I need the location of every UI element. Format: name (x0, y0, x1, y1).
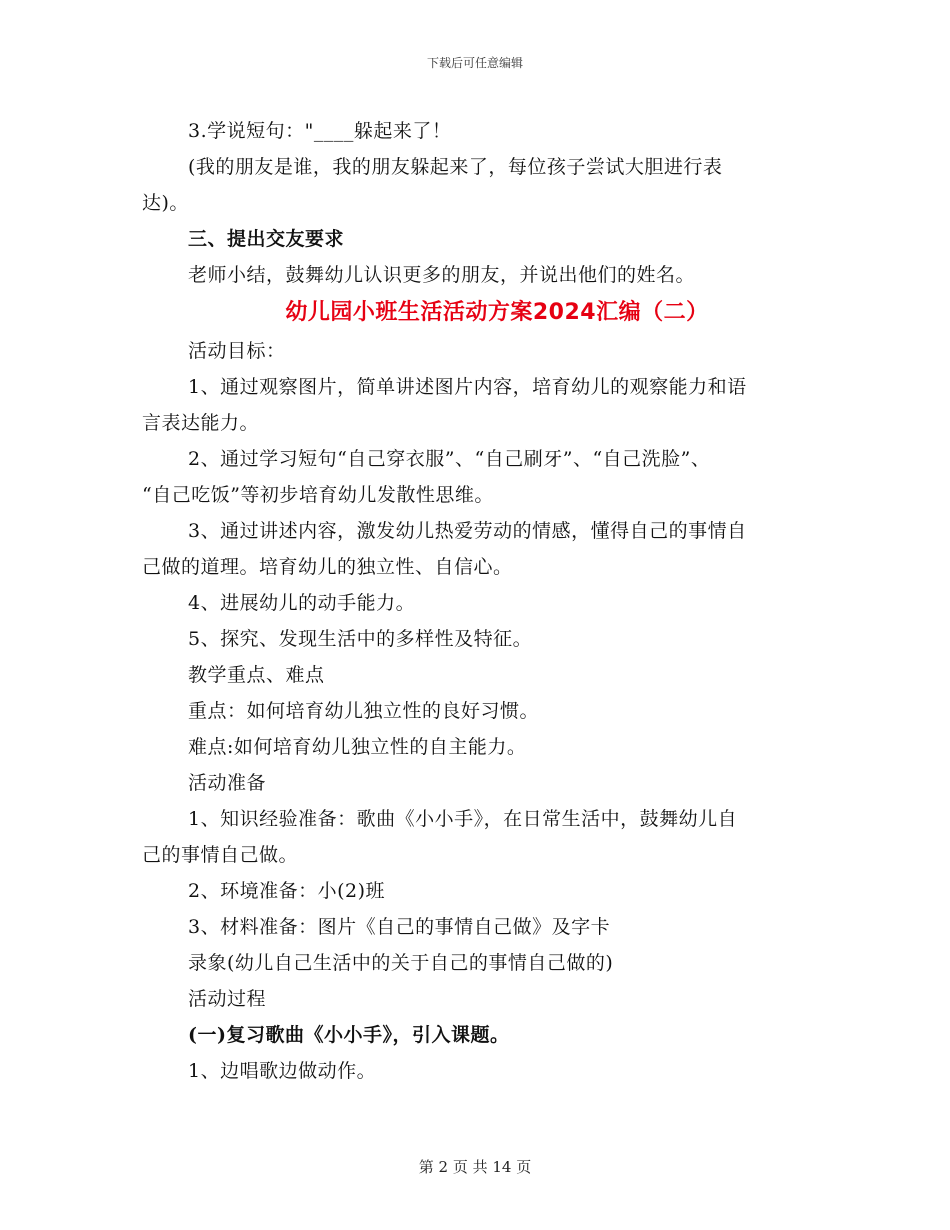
text-line: 1、边唱歌边做动作。 (188, 1060, 377, 1082)
text-line: 己做的道理。培育幼儿的独立性、自信心。 (142, 556, 513, 578)
text-line: 达)。 (142, 192, 189, 214)
text-line: 1、通过观察图片，简单讲述图片内容，培育幼儿的观察能力和语 (188, 376, 747, 398)
text-line: 活动过程 (188, 988, 267, 1010)
page-footer: 第 2 页 共 14 页 (418, 1158, 532, 1176)
heading-line: 三、提出交友要求 (188, 228, 345, 250)
text-line: 难点:如何培育幼儿独立性的自主能力。 (188, 736, 527, 758)
text-line: 3、通过讲述内容，激发幼儿热爱劳动的情感，懂得自己的事情自 (188, 520, 747, 542)
text-line: 1、知识经验准备：歌曲《小小手》，在日常生活中，鼓舞幼儿自 (188, 808, 738, 830)
text-line: 2、通过学习短句“自己穿衣服”、“自己刷牙”、“自己洗脸”、 (188, 448, 711, 470)
text-line: (我的朋友是谁，我的朋友躲起来了，每位孩子尝试大胆进行表 (188, 156, 723, 178)
text-line: 3.学说短句："____躲起来了！ (188, 120, 452, 142)
text-line: 3、材料准备：图片《自己的事情自己做》及字卡 (188, 916, 611, 938)
text-line: 2、环境准备：小(2)班 (188, 880, 386, 902)
text-line: 己的事情自己做。 (142, 844, 299, 866)
text-line: 重点：如何培育幼儿独立性的良好习惯。 (188, 700, 540, 722)
text-line: 言表达能力。 (142, 412, 260, 434)
page-header: 下载后可任意编辑 (426, 56, 523, 70)
text-line: 活动准备 (188, 772, 267, 794)
section-title: 幼儿园小班生活活动方案2024汇编（二） (285, 300, 709, 325)
text-line: 5、探究、发现生活中的多样性及特征。 (188, 628, 533, 650)
text-line: 活动目标： (188, 340, 286, 362)
text-line: 4、进展幼儿的动手能力。 (188, 592, 416, 614)
document-body (142, 113, 832, 1089)
text-line: 教学重点、难点 (188, 664, 325, 686)
text-line: 老师小结，鼓舞幼儿认识更多的朋友，并说出他们的姓名。 (188, 264, 696, 286)
text-line: 录象(幼儿自己生活中的关于自己的事情自己做的) (188, 952, 614, 974)
heading-line: (一)复习歌曲《小小手》，引入课题。 (188, 1024, 510, 1046)
text-line: “自己吃饭”等初步培育幼儿发散性思维。 (142, 484, 494, 506)
